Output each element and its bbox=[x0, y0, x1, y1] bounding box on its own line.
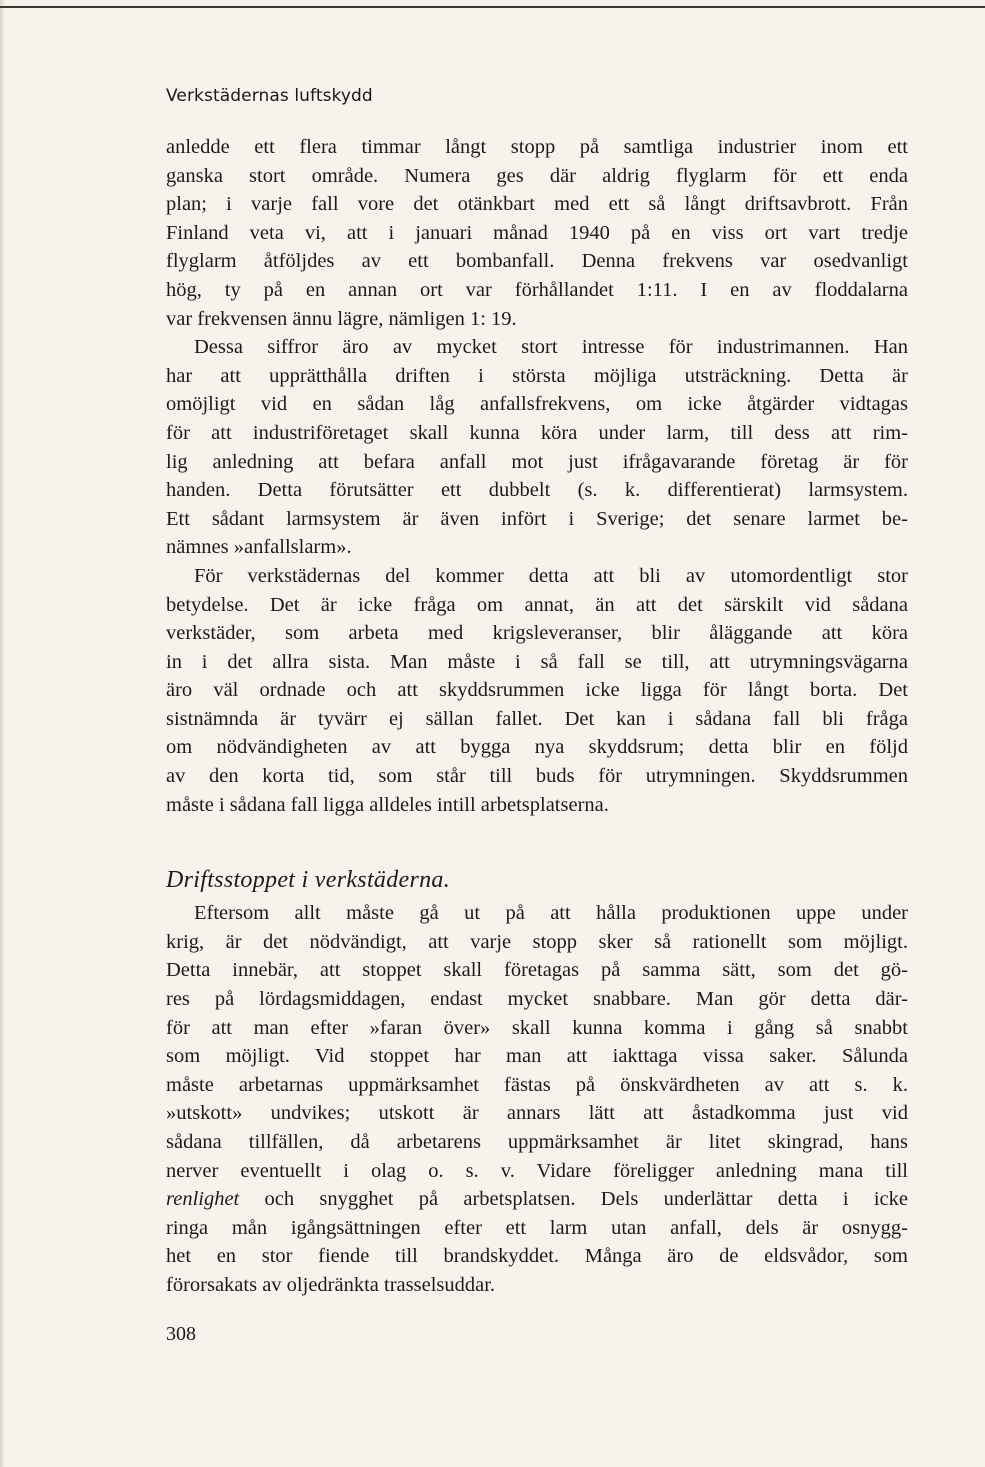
text-fragment: och snygghet på arbetsplatsen. Dels underlättar detta i icke bbox=[239, 1188, 908, 1211]
text-line: sådana tillfällen, då arbetarens uppmärksamhet är litet skingrad, hans bbox=[166, 1131, 908, 1153]
text-line: Detta innebär, att stoppet skall företagas på samma sätt, som det gö- bbox=[166, 959, 908, 982]
text-line: plan; i varje fall vore det otänkbart med ett så långt driftsavbrott. Från bbox=[166, 193, 908, 216]
text-line: res på lördagsmiddagen, endast mycket snabbare. Man gör detta där- bbox=[166, 988, 908, 1011]
text-line: förorsakats av oljedränkta trasselsuddar. bbox=[166, 1273, 496, 1296]
text-line: flyglarm åtföljdes av ett bombanfall. Denna frekvens var osedvanligt bbox=[166, 250, 908, 273]
text-line: måste arbetarnas uppmärksamhet fästas på önskvärdheten av att s. k. bbox=[166, 1073, 908, 1096]
text-line: betydelse. Det är icke fråga om annat, än att det särskilt vid sådana bbox=[166, 593, 908, 616]
text-line: sistnämnda är tyvärr ej sällan fallet. Det kan i sådana fall bli fråga bbox=[166, 707, 908, 730]
text-line: För verkstädernas del kommer detta att bli av utomordentligt stor bbox=[194, 564, 908, 587]
running-head: Verkstädernas luftskydd bbox=[166, 86, 373, 106]
text-line: hög, ty på en annan ort var förhållandet 1:11. I en av floddalarna bbox=[166, 278, 908, 301]
text-line: för att industriföretaget skall kunna köra under larm, till dess att rim- bbox=[166, 421, 908, 444]
paragraph-3 bbox=[166, 562, 908, 819]
text-line: ganska stort område. Numera ges där aldrig flyglarm för ett enda bbox=[166, 164, 908, 187]
text-line: handen. Detta förutsätter ett dubbelt (s. k. differentierat) larmsystem. bbox=[166, 479, 908, 502]
text-line-with-emphasis bbox=[166, 1185, 908, 1214]
paragraph-1 bbox=[166, 133, 908, 333]
text-line: som möjligt. Vid stoppet har man att iakttaga vissa saker. Sålunda bbox=[166, 1045, 908, 1068]
paragraph-2 bbox=[166, 333, 908, 562]
text-line: nämnes »anfallslarm». bbox=[166, 536, 352, 559]
text-line: var frekvensen ännu lägre, nämligen 1: 19. bbox=[166, 307, 517, 330]
text-line: omöjligt vid en sådan låg anfallsfrekvens, om icke åtgärder vidtagas bbox=[166, 393, 908, 416]
text-line: »utskott» undvikes; utskott är annars lätt att åstadkomma just vid bbox=[166, 1102, 908, 1125]
text-line: in i det allra sista. Man måste i så fall se till, att utrymningsvägarna bbox=[166, 650, 908, 673]
text-line: Eftersom allt måste gå ut på att hålla produktionen uppe under bbox=[194, 902, 908, 925]
text-line: anledde ett flera timmar långt stopp på samtliga industrier inom ett bbox=[166, 136, 908, 158]
body-text bbox=[166, 133, 908, 1300]
text-line: lig anledning att befara anfall mot just ifrågavarande företag är för bbox=[166, 450, 908, 473]
text-line: het en stor fiende till brandskyddet. Många äro de eldsvådor, som bbox=[166, 1245, 908, 1268]
top-rule bbox=[0, 6, 985, 8]
text-line: äro väl ordnade och att skyddsrummen icke ligga för långt borta. Det bbox=[166, 679, 908, 702]
text-line: ringa mån igångsättningen efter ett larm utan anfall, dels är osnygg- bbox=[166, 1216, 908, 1239]
text-line: av den korta tid, som står till buds för utrymningen. Skyddsrummen bbox=[166, 765, 908, 788]
text-line: Dessa siffror äro av mycket stort intresse för industrimannen. Han bbox=[194, 336, 908, 359]
text-line: har att upprätthålla driften i största möjliga utsträckning. Detta är bbox=[166, 364, 908, 387]
section-heading: Driftsstoppet i verkstäderna. bbox=[166, 867, 451, 894]
page-edge-shadow bbox=[0, 0, 5, 1467]
text-line: för att man efter »faran över» skall kunna komma i gång så snabbt bbox=[166, 1016, 908, 1039]
text-line: nerver eventuellt i olag o. s. v. Vidare föreligger anledning mana till bbox=[166, 1159, 908, 1182]
text-line: om nödvändigheten av att bygga nya skyddsrum; detta blir en följd bbox=[166, 736, 908, 759]
text-line: verkstäder, som arbeta med krigsleveranser, blir åläggande att köra bbox=[166, 622, 908, 645]
text-line: krig, är det nödvändigt, att varje stopp sker så rationellt som möjligt. bbox=[166, 930, 908, 953]
emphasis-word: renlighet bbox=[166, 1188, 240, 1211]
paragraph-4 bbox=[166, 899, 908, 1299]
text-line: måste i sådana fall ligga alldeles intill arbetsplatserna. bbox=[166, 793, 609, 816]
page-number: 308 bbox=[166, 1323, 196, 1345]
text-line: Finland veta vi, att i januari månad 1940 på en viss ort vart tredje bbox=[166, 221, 908, 244]
text-line: Ett sådant larmsystem är även infört i Sverige; det senare larmet be- bbox=[166, 507, 908, 530]
